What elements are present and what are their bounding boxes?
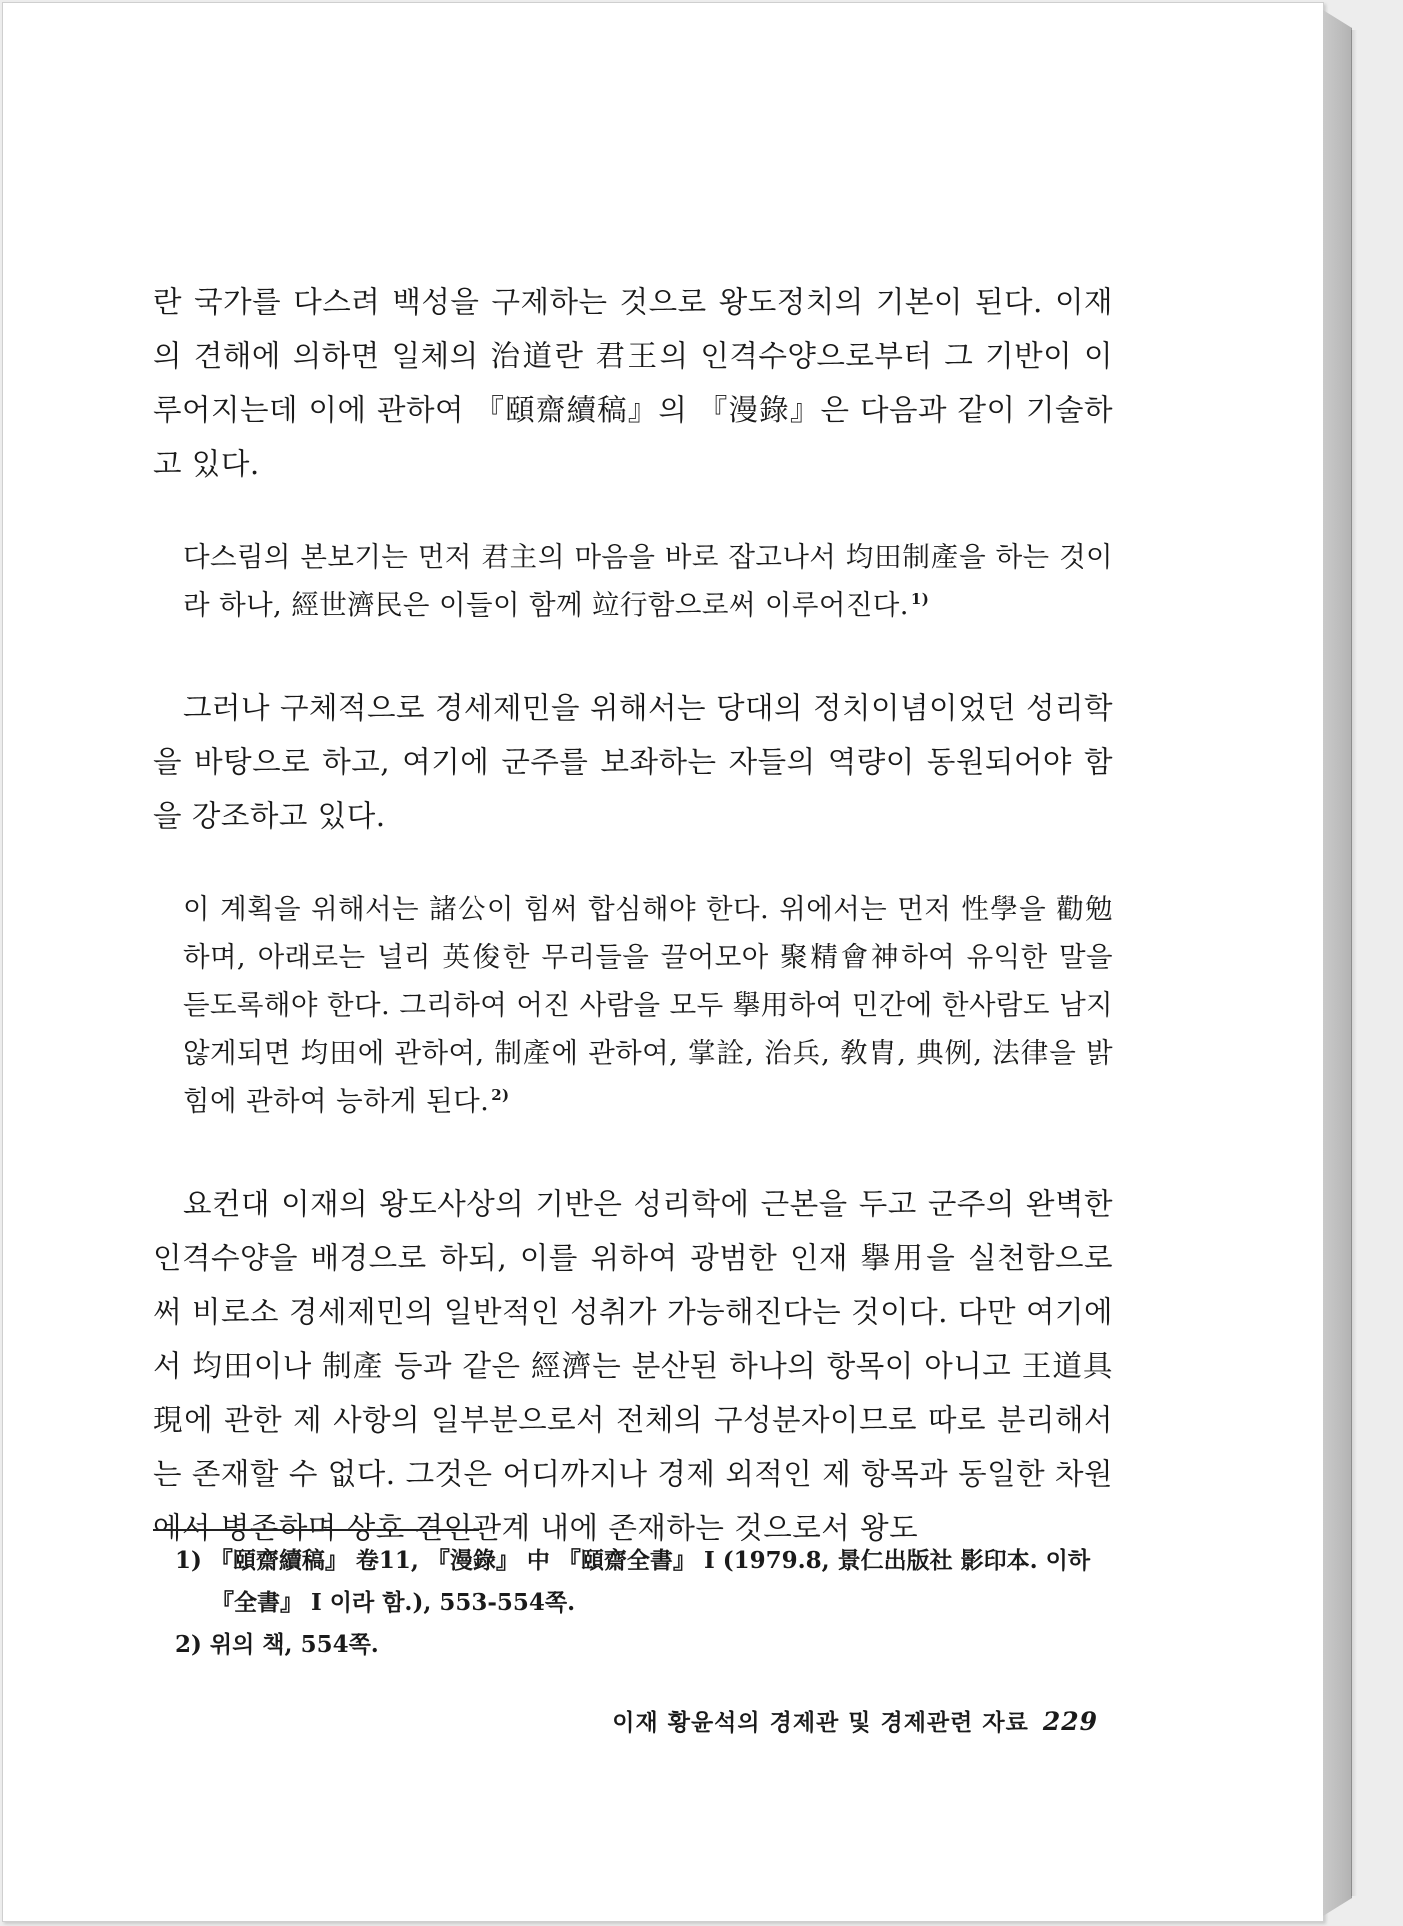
- page-number: 229: [1042, 1707, 1098, 1736]
- footnote-divider: [153, 1529, 479, 1531]
- running-title: 이재 황윤석의 경제관 및 경제관련 자료: [612, 1709, 1029, 1736]
- block-quote-2: [153, 885, 1113, 1125]
- paragraph-2: 그러나 구체적으로 경세제민을 위해서는 당대의 정치이념이었던 성리학을 바탕으로 하고, 여기에 군주를 보좌하는 자들의 역량이 동원되어야 함을 강조하고 있다.: [153, 691, 1113, 833]
- footnotes: [175, 1540, 1115, 1666]
- document-page: [2, 2, 1324, 1922]
- paragraph-3: 요컨대 이재의 왕도사상의 기반은 성리학에 근본을 두고 군주의 완벽한 인격수양을 배경으로 하되, 이를 위하여 광범한 인재 擧用을 실천함으로써 비로소 경세제민의 일반적인 성취가 가능해진다는 것이다. 다만 여기에서 均田이나 制產 등과 같은 經濟는 분산된 하나의 항목이 아니고 王道具現에 관한 제 사항의 일부분으로서 전체의 구성분자이므로 따로 분리해서는 존재할 수 없다. 그것은 어디까지나 경제 외적인 제 항목과 동일한 차원에서 병존하며 상호 견인관계 내에 존재하는 것으로서 왕도: [153, 1187, 1113, 1545]
- body-text: [153, 275, 1113, 1555]
- running-footer: [558, 1704, 1098, 1737]
- block-quote-2-text: 이 계획을 위해서는 諸公이 힘써 합심해야 한다. 위에서는 먼저 性學을 勸勉하며, 아래로는 널리 英俊한 무리들을 끌어모아 聚精會神하여 유익한 말을 듣도록해야 한다. 그리하여 어진 사람을 모두 擧用하여 민간에 한사람도 남지 않게되면 均田에 관하여, 制產에 관하여, 掌詮, 治兵, 敎胄, 典例, 法律을 밝힘에 관하여 능하게 된다.: [183, 893, 1113, 1117]
- block-quote-1: [153, 533, 1113, 629]
- footnote-ref-1: 1): [910, 589, 930, 608]
- footnote-ref-2: 2): [491, 1085, 510, 1104]
- footnote-1: 1) 『頤齋續稿』 卷11, 『漫錄』 中 『頤齋全書』 Ⅰ (1979.8, 景仁出版社 影印本. 이하 『全書』 Ⅰ 이라 함.), 553-554쪽.: [175, 1547, 1091, 1616]
- page-edge-shadow: [1351, 30, 1357, 1896]
- page-stack-edge: [1323, 10, 1352, 1916]
- paragraph-1: 란 국가를 다스려 백성을 구제하는 것으로 왕도정치의 기본이 된다. 이재의 견해에 의하면 일체의 治道란 君王의 인격수양으로부터 그 기반이 이루어지는데 이에 관하여 『頤齋續稿』의 『漫錄』은 다음과 같이 기술하고 있다.: [153, 285, 1113, 481]
- block-quote-1-text: 다스림의 본보기는 먼저 君主의 마음을 바로 잡고나서 均田制產을 하는 것이라 하나, 經世濟民은 이들이 함께 竝行함으로써 이루어진다.: [183, 541, 1113, 621]
- footnote-2: 2) 위의 책, 554쪽.: [175, 1631, 379, 1658]
